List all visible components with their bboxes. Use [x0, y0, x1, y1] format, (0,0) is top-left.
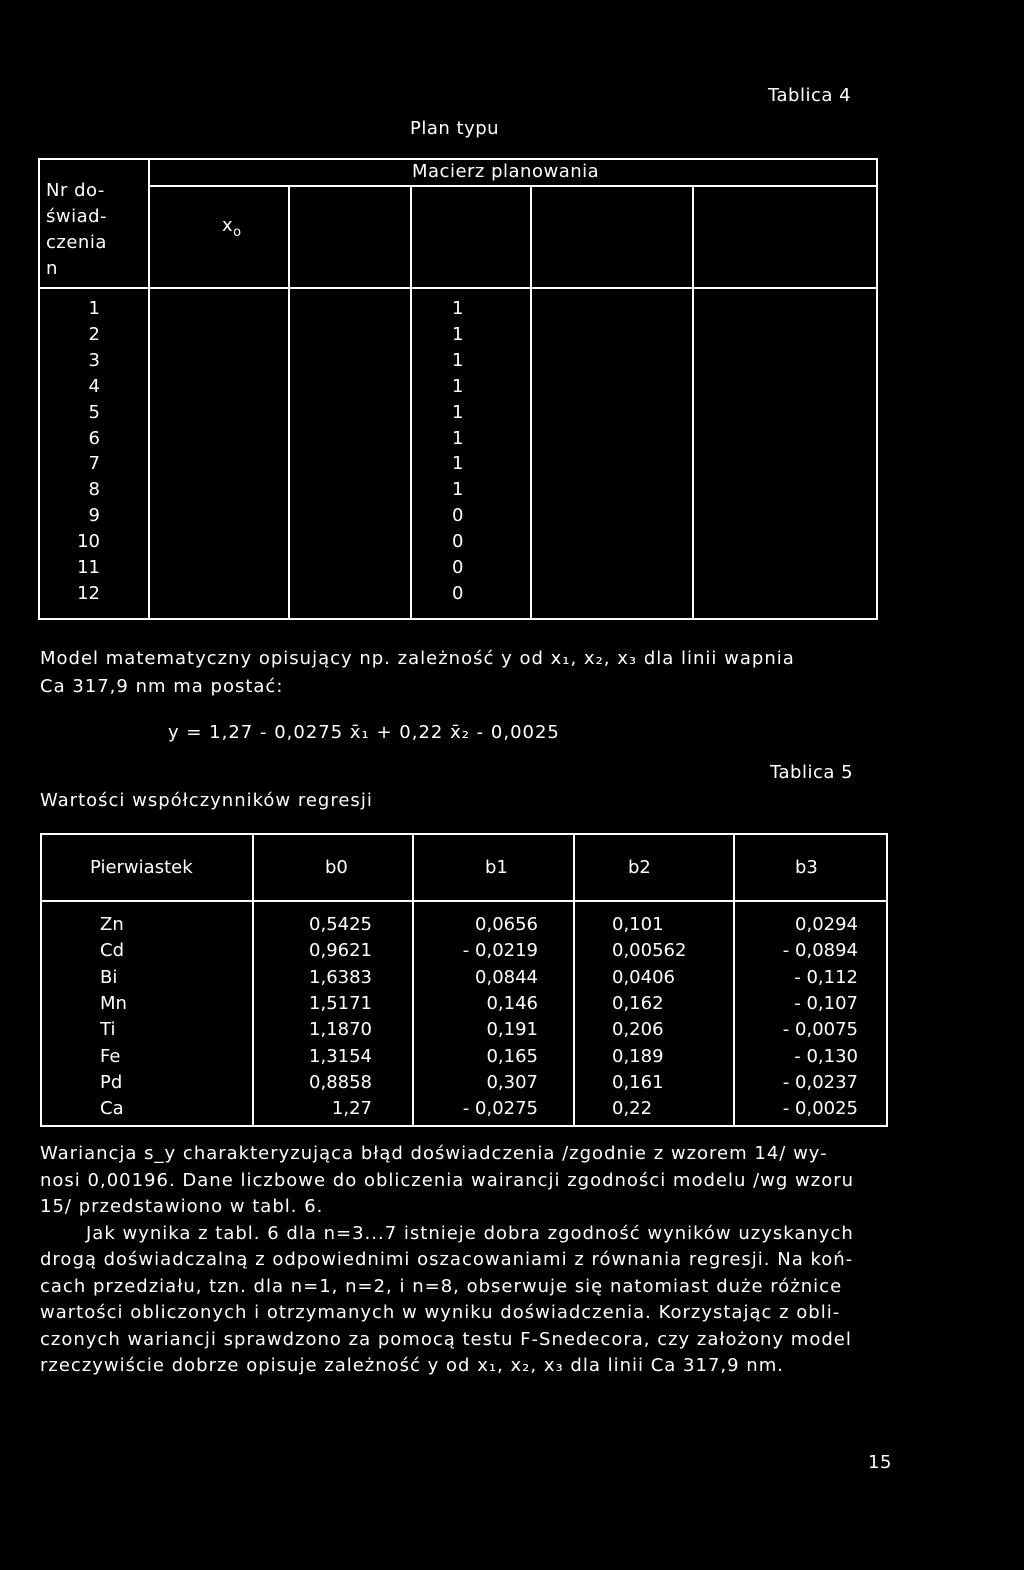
table4-row-value: 1	[452, 375, 464, 397]
table5-cell-b0: 1,5171	[309, 992, 372, 1014]
table4-row-n: 7	[88, 453, 100, 475]
paragraph-line: nosi 0,00196. Dane liczbowe do obliczenia wairancji zgodności modelu /wg wzoru	[40, 1169, 855, 1191]
table5-cell-b1: 0,0656	[475, 914, 538, 935]
table5-cell-b1: 0,146	[486, 992, 538, 1014]
table5-cell-b1: 0,165	[486, 1045, 538, 1067]
header-nr-line-2: świad-	[46, 206, 108, 227]
table5-caption-right: Tablica 5	[770, 762, 854, 783]
table4-row-value: 0	[452, 582, 464, 604]
table4-row-n: 9	[88, 505, 100, 527]
table4-row-value: 0	[452, 557, 464, 578]
table5-cell-b1: - 0,0275	[462, 1098, 538, 1120]
table5-cell-element: Ca	[100, 1098, 124, 1120]
table5-cell-b0: 1,1870	[309, 1019, 372, 1041]
model-equation: y = 1,27 - 0,0275 x̄₁ + 0,22 x̄₂ - 0,0025	[168, 722, 560, 743]
table5-cell-b1: 0,307	[486, 1071, 538, 1093]
table5-cell-b3: - 0,130	[794, 1045, 858, 1067]
table5-header-b1: b1	[485, 857, 508, 878]
table5-cell-element: Pd	[100, 1071, 123, 1093]
table5-cell-b1: 0,0844	[475, 966, 538, 988]
paragraph-line: 15/ przedstawiono w tabl. 6.	[40, 1196, 324, 1217]
header-nr-line-3: czenia	[46, 232, 107, 253]
table4-row-value: 1	[452, 349, 464, 371]
paragraph-line: czonych wariancji sprawdzono za pomocą testu F-Snedecora, czy założony model	[40, 1328, 852, 1350]
header-nr-line-4: n	[46, 258, 58, 279]
table4-row-n: 2	[88, 323, 100, 345]
paragraph-line: cach przedziału, tzn. dla n=1, n=2, i n=8, obserwuje się natomiast duże różnice	[40, 1275, 843, 1297]
table5-header-b3: b3	[795, 857, 818, 878]
table5-cell-b0: 1,6383	[309, 966, 372, 988]
table4-row-n: 6	[88, 427, 100, 449]
table4-title: Plan typu	[410, 118, 500, 139]
table4-row-value: 1	[452, 427, 464, 449]
table5-cell-b2: 0,0406	[612, 966, 675, 988]
header-x-sub: o	[233, 225, 242, 240]
table5-cell-b0: 1,3154	[309, 1045, 372, 1067]
paragraph-line: Jak wynika z tabl. 6 dla n=3...7 istnieje dobra zgodność wyników uzyskanych	[86, 1222, 854, 1244]
table4-row-n: 4	[88, 375, 100, 397]
table4-row-value: 0	[452, 505, 464, 527]
paragraph-line: rzeczywiście dobrze opisuje zależność y od x₁, x₂, x₃ dla linii Ca 317,9 nm.	[40, 1355, 784, 1376]
table5-cell-b2: 0,162	[612, 992, 664, 1014]
model-line-2: Ca 317,9 nm ma postać:	[40, 676, 284, 697]
table5-cell-b2: 0,101	[612, 914, 664, 935]
table5-cell-b0: 0,5425	[309, 914, 372, 935]
table4-row-value: 1	[452, 401, 464, 423]
table5-header-b2: b2	[628, 857, 651, 878]
table4-group-header: Macierz planowania	[412, 161, 600, 182]
table5-cell-b0: 0,9621	[309, 940, 372, 962]
header-nr-line-1: Nr do-	[46, 180, 105, 201]
table5-cell-b3: - 0,0894	[782, 940, 858, 962]
table4-header-x0	[222, 215, 242, 240]
paragraph-line: drogą doświadczalną z odpowiednimi oszacowaniami z równania regresji. Na koń-	[40, 1249, 854, 1270]
table4-row-n: 10	[77, 531, 100, 553]
table5-cell-b2: 0,00562	[612, 940, 687, 962]
table5-cell-b0: 0,8858	[309, 1071, 372, 1093]
table5-cell-b0: 1,27	[331, 1098, 372, 1120]
table4-row-n: 11	[77, 557, 100, 578]
table4-row-n: 12	[77, 582, 100, 604]
table5-cell-element: Mn	[100, 992, 127, 1014]
table5-cell-element: Cd	[100, 940, 124, 962]
table5-cell-b3: - 0,0025	[782, 1098, 858, 1120]
table5-cell-b1: - 0,0219	[462, 940, 538, 962]
table4-header-nr	[46, 178, 107, 282]
header-x: x	[222, 215, 234, 236]
table5-cell-b3: - 0,112	[794, 966, 858, 988]
table5-cell-b2: 0,22	[612, 1098, 653, 1120]
table5-cell-element: Fe	[100, 1045, 121, 1067]
table5-cell-b2: 0,161	[612, 1071, 664, 1093]
table4-row-value: 1	[452, 479, 464, 501]
table5-caption-left: Wartości współczynników regresji	[40, 790, 373, 811]
table5-header-element: Pierwiastek	[90, 857, 193, 878]
table4-row-value: 1	[452, 453, 464, 475]
table5-cell-b2: 0,206	[612, 1019, 664, 1041]
table5-cell-element: Zn	[100, 914, 124, 935]
table5-cell-b2: 0,189	[612, 1045, 664, 1067]
table5-cell-b3: - 0,0237	[782, 1071, 858, 1093]
table4-row-n: 3	[88, 349, 100, 371]
table4-row-n: 5	[88, 401, 100, 423]
table4-row-value: 1	[452, 298, 464, 319]
table4-row-n: 1	[88, 298, 100, 319]
table4-caption: Tablica 4	[768, 85, 852, 106]
table4-row-value: 0	[452, 531, 464, 553]
model-line-1: Model matematyczny opisujący np. zależność y od x₁, x₂, x₃ dla linii wapnia	[40, 648, 795, 669]
table4-row-value: 1	[452, 323, 464, 345]
table5-cell-b3: - 0,107	[794, 992, 858, 1014]
page-number: 15	[868, 1452, 892, 1473]
table5-cell-b3: - 0,0075	[782, 1019, 858, 1041]
table4-row-n: 8	[88, 479, 100, 501]
table5-header-b0: b0	[325, 857, 348, 878]
table5-cell-b1: 0,191	[486, 1019, 538, 1041]
table5-cell-element: Ti	[100, 1019, 116, 1041]
paragraph-line: Wariancja s_y charakteryzująca błąd doświadczenia /zgodnie z wzorem 14/ wy-	[40, 1143, 828, 1164]
table5-cell-b3: 0,0294	[795, 914, 858, 935]
table5-cell-element: Bi	[100, 966, 118, 988]
paragraph-line: wartości obliczonych i otrzymanych w wyniku doświadczenia. Korzystając z obli-	[40, 1302, 841, 1323]
